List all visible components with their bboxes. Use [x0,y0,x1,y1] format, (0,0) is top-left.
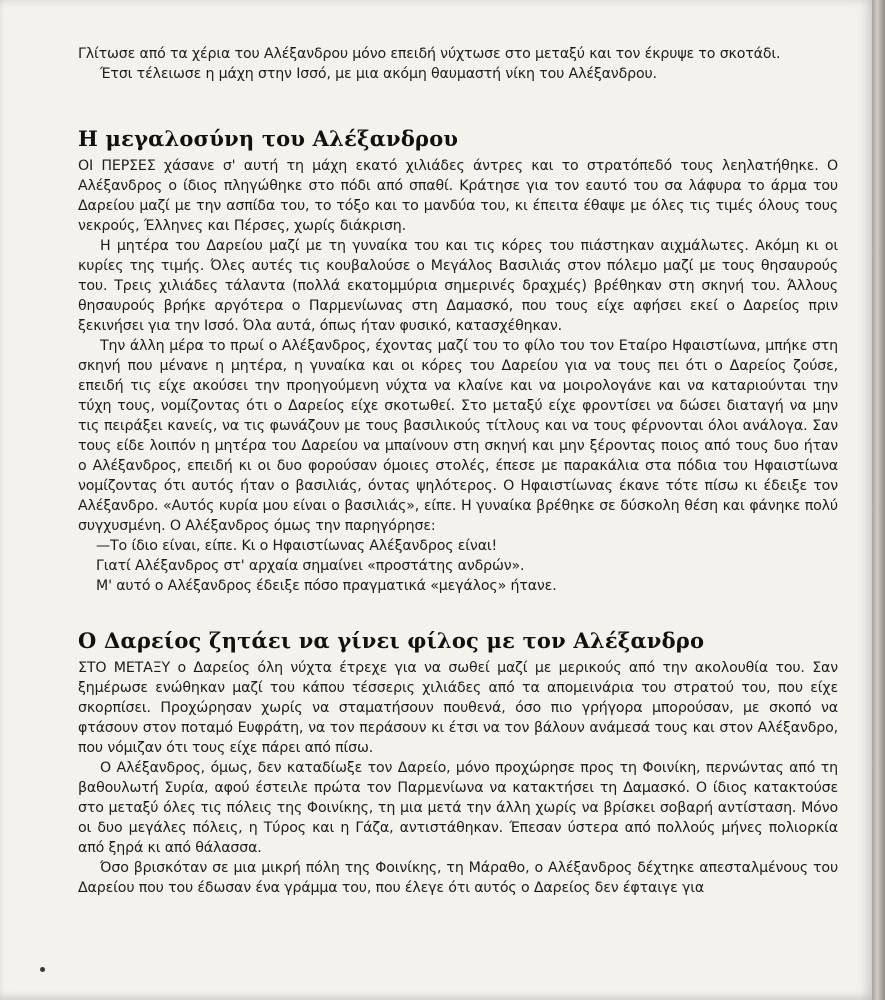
dialogue-line: Μ' αυτό ο Αλέξανδρος έδειξε πόσο πραγματικά «μεγάλος» ήτανε. [96,578,557,594]
paragraph: Ο Αλέξανδρος, όμως, δεν καταδίωξε τον Δαρείο, μόνο προχώρησε προς τη Φοινίκη, περνώντας από τη βαθουλωτή Συρία, αφού έστειλε πρώτα τον Παρμενίωνα να κατακτήσει τη Δαμασκό. Ο ίδιος κατακτούσε στο μεταξύ όλες τις πόλεις της Φοινίκης, τη μια μετά την άλλη χωρίς να βρίσκει σοβαρή αντίσταση. Μόνο οι δυο μεγάλες πόλεις, η Τύρος και η Γάζα, αντιστάθηκαν. Έπεσαν ύστερα από πολλούς μήνες πολιορκία από ξηρά κι από θάλασσα. [78,760,838,856]
intro-paragraph-2: Έτσι τέλειωσε η μάχη στην Ισσό, με μια ακόμη θαυμαστή νίκη του Αλέξανδρου. [100,66,657,82]
dialogue-line: Γιατί Αλέξανδρος στ' αρχαία σημαίνει «προστάτης ανδρών». [96,558,525,574]
paragraph: ΟΙ ΠΕΡΣΕΣ χάσανε σ' αυτή τη μάχη εκατό χιλιάδες άντρες και το στρατόπεδό τους λεηλατήθηκε. Ο Αλέξανδρος ο ίδιος πληγώθηκε στο πόδι από σπαθί. Κράτησε για τον εαυτό του σα λάφυρα το άρμα του Δαρείου μαζί με την ασπίδα του, το τόξο και το μανδύα του, κι έπειτα έθαψε με όλες τις τιμές όλους τους νεκρούς, Έλληνες και Πέρσες, χωρίς διάκριση. [78,158,838,234]
section-heading-darius: Ο Δαρείος ζητάει να γίνει φίλος με τον Αλέξανδρο [78,628,705,653]
section-heading-greatness: Η μεγαλοσύνη του Αλέξανδρου [78,126,459,151]
page-edge [872,0,885,1000]
page-text [78,44,838,898]
dialogue-line: —Το ίδιο είναι, είπε. Κι ο Ηφαιστίωνας Αλέξανδρος είναι! [96,538,498,554]
paragraph: Όσο βρισκόταν σε μια μικρή πόλη της Φοινίκης, τη Μάραθο, ο Αλέξανδρος δέχτηκε απεσταλμένους του Δαρείου που του έδωσαν ένα γράμμα του, που έλεγε ότι αυτός ο Δαρείος δεν έφταιγε για [78,860,838,896]
paragraph: Η μητέρα του Δαρείου μαζί με τη γυναίκα του και τις κόρες του πιάστηκαν αιχμάλωτες. Ακόμη κι οι κυρίες της τιμής. Όλες αυτές τις κουβαλούσε ο Μεγάλος Βασιλιάς στον πόλεμο μαζί με τους θησαυρούς του. Τρεις χιλιάδες τάλαντα (πολλά εκατομμύρια σημερινές δραχμές) βρέθηκαν στη σκηνή του. Άλλους θησαυρούς βρήκε αργότερα ο Παρμενίωνας στη Δαμασκό, που τους είχε αφήσει εκεί ο Δαρείος πριν ξεκινήσει για την Ισσό. Όλα αυτά, όπως ήταν φυσικό, κατασχέθηκαν. [78,238,838,334]
page-mark [40,967,45,972]
paragraph: Την άλλη μέρα το πρωί ο Αλέξανδρος, έχοντας μαζί του το φίλο του τον Εταίρο Ηφαιστίωνα, μπήκε στη σκηνή που μένανε η μητέρα, η γυναίκα και οι κόρες του Δαρείου για να τους πει ότι ο Δαρείος ζούσε, επειδή τις είχε ακούσει την προηγούμενη νύχτα να κλαίνε και να μοιρολογάνε και να καταριούνται την τύχη τους, νομίζοντας ότι ο Δαρείος είχε σκοτωθεί. Στο μεταξύ είχε φροντίσει να δώσει διαταγή να μην τις πειράξει κανείς, να τις φωνάζουν με τους βασιλικούς τίτλους και να τους φέρνονται όλοι ανάλογα. Σαν τους είδε λοιπόν η μητέρα του Δαρείου να μπαίνουν στη σκηνή και μην ξέροντας ποιος από τους δυο ήταν ο Αλέξανδρος, επειδή κι οι δυο φορούσαν όμοιες στολές, έπεσε με παρακάλια στα πόδια του Ηφαιστίωνα νομίζοντας ότι αυτός ήταν ο βασιλιάς, όντας ψηλότερος. Ο Ηφαιστίωνας έκανε τότε πίσω κι έδειξε τον Αλέξανδρο. «Αυτός κυρία μου είναι ο βασιλιάς», είπε. Η γυναίκα βρέθηκε σε δύσκολη θέση και φάνηκε πολύ συγχυσμένη. Ο Αλέξανδρος όμως την παρηγόρησε: [78,338,838,534]
intro-paragraph-1: Γλίτωσε από τα χέρια του Αλέξανδρου μόνο επειδή νύχτωσε στο μεταξύ και τον έκρυψε το σκοτάδι. [78,46,781,62]
paragraph: ΣΤΟ ΜΕΤΑΞΥ ο Δαρείος όλη νύχτα έτρεχε για να σωθεί μαζί με μερικούς από την ακολουθία του. Σαν ξημέρωσε ενώθηκαν μαζί του κάπου τέσσερις χιλιάδες από τα απομεινάρια του στρατού του, που είχε σκορπίσει. Προχώρησαν χωρίς να σταματήσουν πουθενά, όσο πιο γρήγορα μπορούσαν, με σκοπό να φτάσουν στον ποταμό Ευφράτη, να τον περάσουν κι έτσι να τον βάλουν ανάμεσά τους και στον Αλέξανδρο, που νόμιζαν ότι τους είχε πάρει από πίσω. [78,660,838,756]
